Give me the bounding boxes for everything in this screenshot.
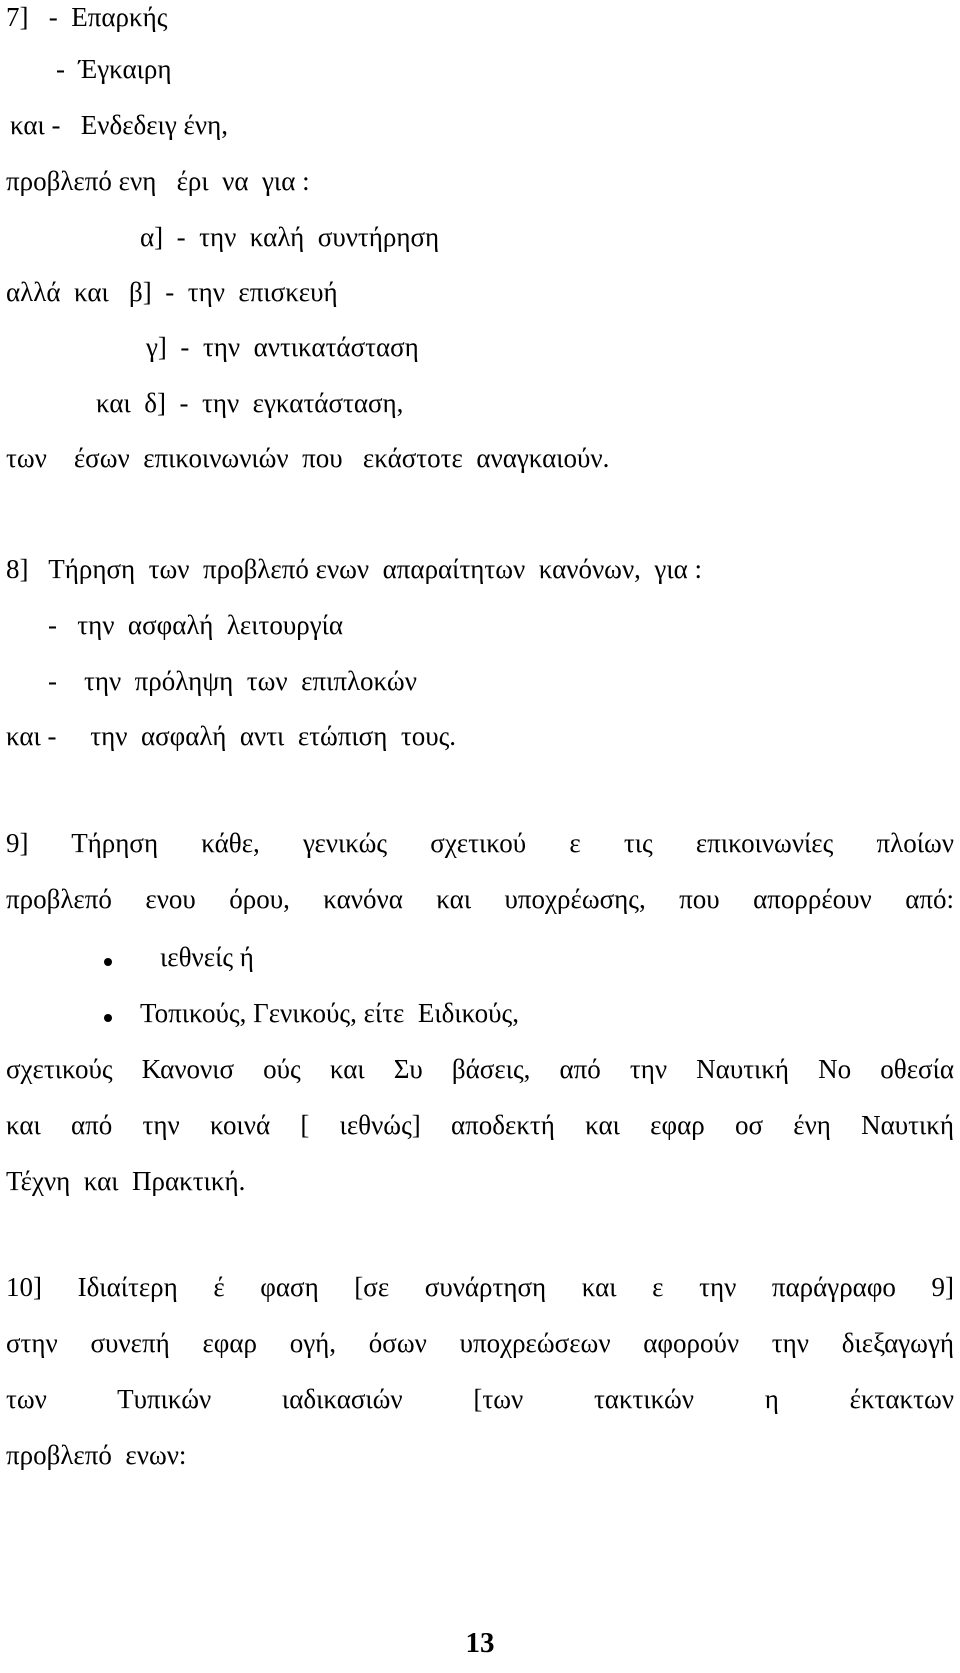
item9-line4: και από την κοινά [ ιεθνώς] αποδεκτή και εφαρ οσ ένη Ναυτική xyxy=(6,1110,954,1140)
item9-bullet1: ιεθνείς ή xyxy=(160,942,254,972)
item7-line4: προβλεπό ενη έρι να για : xyxy=(6,166,310,196)
item7-line7: γ] - την αντικατάσταση xyxy=(146,332,419,362)
item7-line8: και δ] - την εγκατάσταση, xyxy=(96,388,404,418)
item8-line1: 8] Τήρηση των προβλεπό ενων απαραίτητων κανόνων, για : xyxy=(6,554,703,584)
item9-line5: Τέχνη και Πρακτική. xyxy=(6,1166,246,1196)
item10-line3: των Τυπικών ιαδικασιών [των τακτικών η έκτακτων xyxy=(6,1384,954,1414)
item8-line4: και - την ασφαλή αντι ετώπιση τους. xyxy=(6,721,457,751)
bullet-icon xyxy=(104,1014,112,1022)
item10-line2: στην συνεπή εφαρ ογή, όσων υποχρεώσεων αφορούν την διεξαγωγή xyxy=(6,1328,954,1358)
item7-line6: αλλά και β] - την επισκευή xyxy=(6,277,338,307)
bullet-icon xyxy=(104,958,112,966)
item9-line1: 9] Τήρηση κάθε, γενικώς σχετικού ε τις επικοινωνίες πλοίων xyxy=(6,828,954,858)
item7-line2: - Έγκαιρη xyxy=(56,54,172,84)
item9-line2: προβλεπό ενου όρου, κανόνα και υποχρέωσης, που απορρέουν από: xyxy=(6,884,954,914)
item9-line3: σχετικούς Κανονισ ούς και Συ βάσεις, από την Ναυτική Νο οθεσία xyxy=(6,1054,954,1084)
item8-line2: - την ασφαλή λειτουργία xyxy=(48,610,344,640)
item7-line9: των έσων επικοινωνιών που εκάστοτε αναγκαιούν. xyxy=(6,443,610,473)
item7-line3: και - Ενδεδειγ ένη, xyxy=(10,110,228,140)
item10-line4: προβλεπό ενων: xyxy=(6,1440,187,1470)
item9-bullet2: Τοπικούς, Γενικούς, είτε Ειδικούς, xyxy=(140,998,519,1028)
item8-line3: - την πρόληψη των επιπλοκών xyxy=(48,666,417,696)
page-number: 13 xyxy=(465,1627,495,1659)
item10-line1: 10] Ιδιαίτερη έ φαση [σε συνάρτηση και ε την παράγραφο 9] xyxy=(6,1272,954,1302)
item7-line5: α] - την καλή συντήρηση xyxy=(140,222,440,252)
item7-line1: 7] - Επαρκής xyxy=(6,2,168,32)
